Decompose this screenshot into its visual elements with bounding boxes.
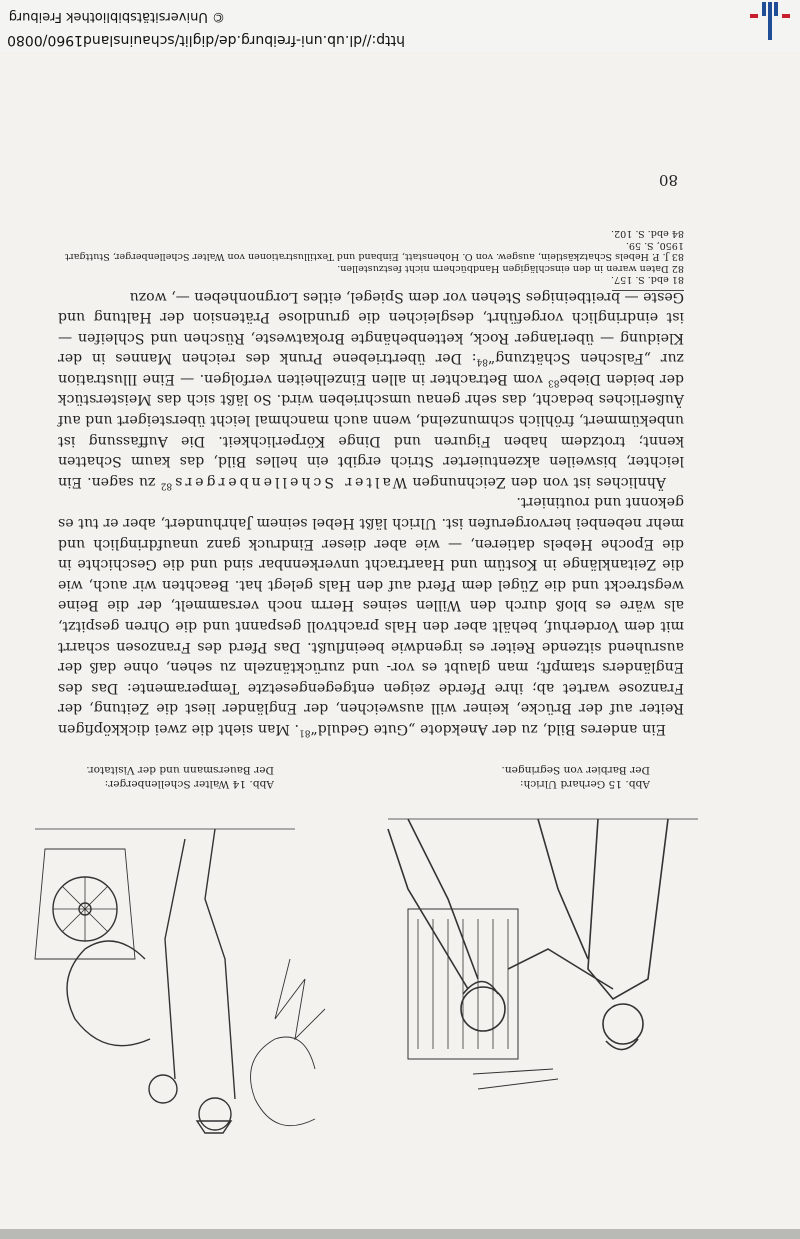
paragraph-2-text-a: Ähnliches ist von den Zeichnungen [407,473,666,490]
paragraph-1 [58,492,684,739]
footnote-81: 81 ebd. S. 157. [610,274,684,285]
illustration-abb14 [17,809,335,1159]
footnotes [54,228,684,285]
paragraph-2 [58,286,684,492]
scanned-page [0,52,800,1229]
body-text [58,286,684,739]
paragraph-1-text-b: . Man sieht die zwei dickköpfigen Reiter auf der Brücke, keiner will ausweichen, der Engländer liest die Zeitung, der Franzose wartet ab; ihre Pferde zeigen entgegengesetzte Temperamente: Das des Engländers stampft; man glaubt es vor- und zurücktänzeln zu sehen, ohne daß der ausruhend sitzende Reiter es irgendwie beeinflußt. Das Pferd des Franzosen scharrt mit dem Vorderhuf, behält aber den Hals prachtvoll gespannt und die Ohren gespitzt, als wäre es bloß durch den Willen seines Herrn noch versammelt, der die Beine wegstreckt und die Zügel dem Pferd auf den Hals gelegt hat. Beachten wir auch, wie die Zeitanklänge in Kostüm und Haartracht unverkennbar sind und die Geschichte in die Epoche Hebels datieren, — wie aber dieser Eindruck ganz unaufdringlich und mehr nebenbei hervorgerufen ist. Ulrich läßt Hebel seinem Jahrhundert, aber er tut es gekonnt und routiniert. [58,494,684,737]
footnote-ref-83: 83 [548,377,560,388]
footnote-ref-82: 82 [160,480,173,491]
library-credit: © Universitätsbibliothek Freiburg [8,9,225,24]
footnote-83: 83 J. P. Hebels Schatzkästlein, ausgew. von O. Hohenstatt, Einband und Textillustrationen von Walter Schellenberger, Stuttgart 1950, S. 59. [65,239,684,263]
artist-name-spaced: Walter Schellenbergers [172,473,408,490]
caption-abb14-line2: Der Bauersmann und der Visitator. [86,764,274,776]
scan-header [0,0,800,52]
source-url-link[interactable]: http://dl.ub.uni-freiburg.de/diglit/schauinsland1960/0080 [7,32,405,48]
page-content-flipped [0,52,800,1229]
farmer-visitor-drawing-icon [17,809,335,1159]
footnote-84: 84 ebd. S. 102. [610,228,684,240]
footnote-divider [612,290,684,291]
paragraph-1-text-a: Ein anderes Bild, zu der Anekdote „Gute Geduld“ [310,721,666,737]
caption-abb14 [14,763,274,791]
caption-abb14-line1: Abb. 14 Walter Schellenberger: [104,778,274,790]
caption-abb15-line2: Der Barbier von Segringen. [501,764,650,776]
university-logo-icon [748,2,792,40]
paragraph-2-text-c: vom Betrachter in allen Einzelheiten verfolgen. — Eine Illustration zur „Falschen Schätzung“ [58,350,684,387]
paragraph-2-text-b: zu sagen. Ein leichter, bisweilen akzentuierter Strich ergibt ein helles Bild, das kaum Schatten kennt; trotzdem haben Figuren und Dinge Körperlichkeit. Die Auffassung ist unbekümmert, fröhlich schmunzelnd, wenn auch manchmal leicht übersteigert und auf Äußerliches bedacht, das sehr genau umschrieben wird. So läßt sich das Meisterstück der beiden Diebe [58,370,684,490]
illustration-abb15 [378,809,708,1119]
footnote-82: 82 Daten waren in den einschlägigen Handbüchern nicht festzustellen. [337,262,684,274]
scan-header-flipped [0,0,800,52]
footnote-ref-84: 84 [476,357,488,367]
page-number: 80 [658,171,678,189]
paragraph-2-text-d: : Der übertriebene Prunk des reichen Mannes in der Kleidung — überlanger Rock, kettenbehängte Brokatweste, Rüschen und Schleifen — ist eindringlich vorgeführt, desgleichen die grundlose Prätension der Haltung und Geste — breitbeiniges Stehen vor dem Spiegel, eitles Lorgnonheben —, wozu [58,288,684,367]
barber-drawing-icon [378,809,708,1119]
caption-abb15 [420,763,650,791]
caption-abb15-line1: Abb. 15 Gerhard Ulrich: [519,778,650,790]
footnote-ref-81: 81 [299,727,311,738]
